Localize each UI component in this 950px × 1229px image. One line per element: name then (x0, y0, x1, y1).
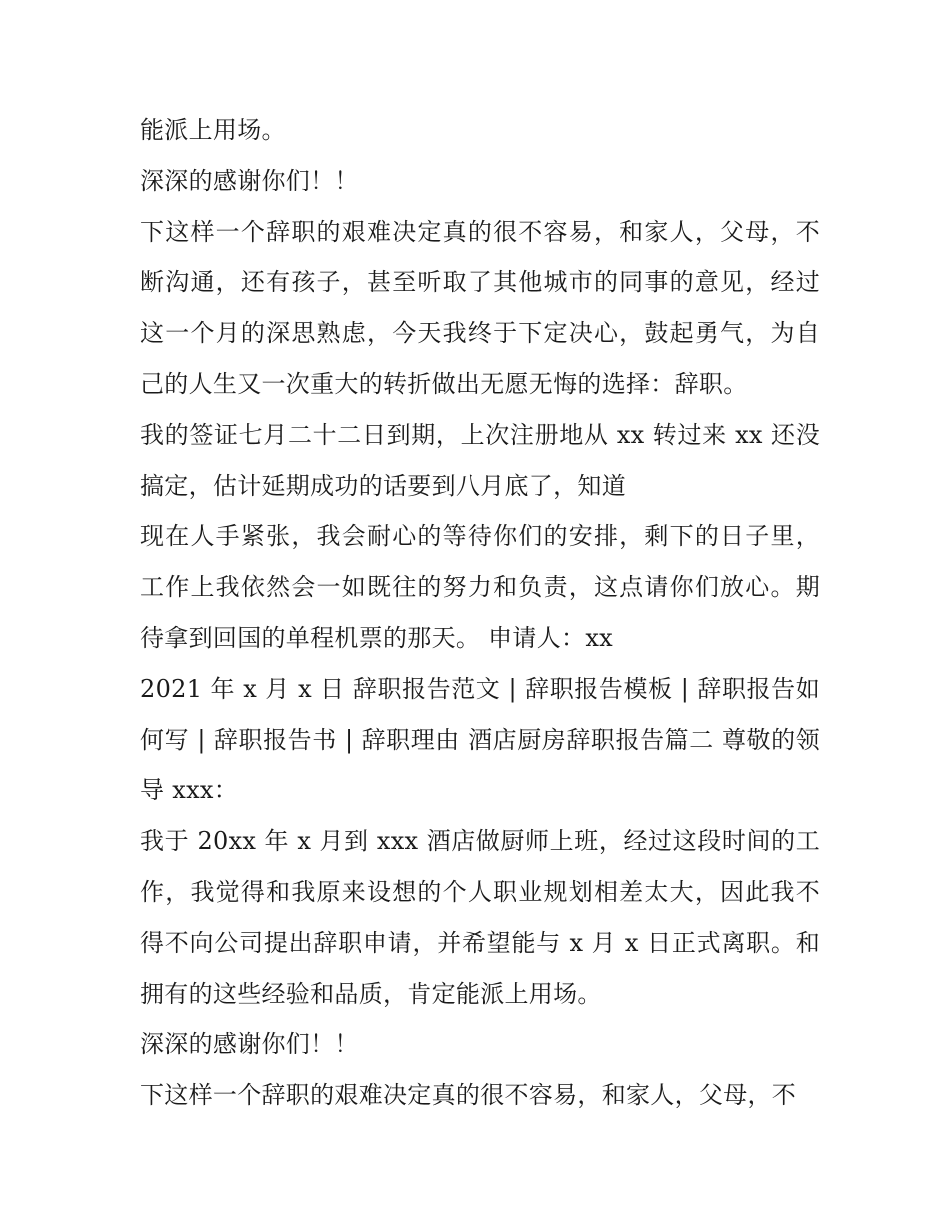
paragraph-arrangement: 现在人手紧张，我会耐心的等待你们的安排，剩下的日子里，工作上我依然会一如既往的努力和负责，这点请你们放心。期待拿到回国的单程机票的那天。 申请人：xx (140, 522, 820, 652)
paragraph-closing-fragment: 能派上用场。 (140, 116, 286, 144)
paragraph-thanks: 深深的感谢你们！！ (140, 166, 359, 195)
paragraph-visa: 我的签证七月二十二日到期，上次注册地从 xx 转过来 xx 还没搞定，估计延期成功的话要到八月底了，知道 (140, 420, 820, 500)
paragraph-decision-repeat: 下这样一个辞职的艰难决定真的很不容易，和家人，父母，不 (140, 1081, 797, 1110)
paragraph-resignation-request: 我于 20xx 年 x 月到 xxx 酒店做厨师上班，经过这段时间的工作，我觉得和我原来设想的个人职业规划相差太大，因此我不得不向公司提出辞职申请，并希望能与 x 月 x 日正式离职。和拥有的这些经验和品质，肯定能派上用场。 (140, 827, 820, 1008)
paragraph-date-and-heading: 2021 年 x 月 x 日 辞职报告范文 | 辞职报告模板 | 辞职报告如何写 | 辞职报告书 | 辞职理由 酒店厨房辞职报告篇二 尊敬的领导 xxx： (140, 674, 820, 805)
paragraph-decision: 下这样一个辞职的艰难决定真的很不容易，和家人，父母，不断沟通，还有孩子，甚至听取了其他城市的同事的意见，经过这一个月的深思熟虑，今天我终于下定决心，鼓起勇气，为自己的人生又一次重大的转折做出无愿无悔的选择：辞职。 (140, 217, 820, 398)
document-body (140, 105, 820, 1121)
paragraph-thanks-repeat: 深深的感谢你们！！ (140, 1030, 359, 1059)
